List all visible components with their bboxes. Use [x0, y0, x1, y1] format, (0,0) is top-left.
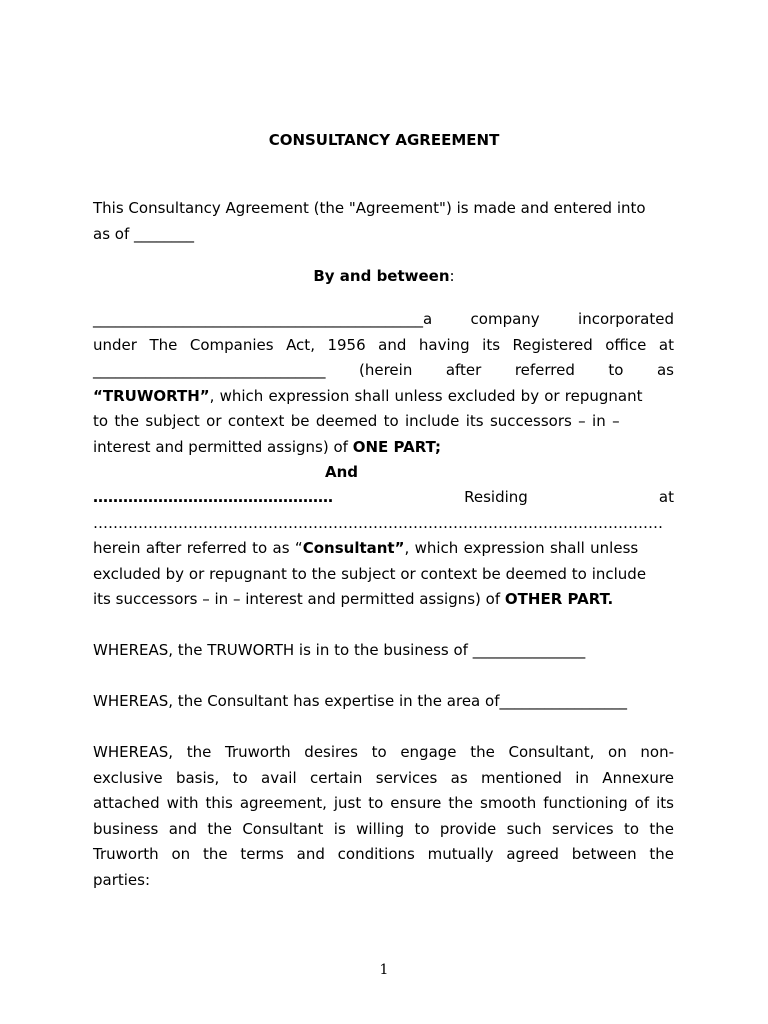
- first-party-line-2-text: under The Companies Act, 1956 and having its Registered office at: [93, 335, 674, 354]
- whereas-business-paragraph: [93, 638, 674, 664]
- second-party-line-5: [93, 587, 674, 613]
- whereas-engagement-paragraph: [93, 740, 674, 893]
- second-party-line-1: [93, 485, 674, 511]
- second-party-line-5-text: its successors – in – interest and permitted assigns) of: [93, 590, 505, 608]
- whereas-engagement-line: Truworth on the terms and conditions mutually agreed between the: [93, 845, 674, 863]
- first-party-word: as: [656, 361, 674, 379]
- second-party-paragraph: [93, 485, 674, 613]
- second-party-line-3: [93, 536, 674, 562]
- whereas-engagement-line: attached with this agreement, just to ensure the smooth functioning of its: [93, 794, 674, 812]
- first-party-word: company: [470, 310, 540, 328]
- second-party-line-3-text: herein after referred to as “: [93, 539, 303, 557]
- first-party-word: (herein: [359, 361, 413, 379]
- first-party-line-3: [93, 358, 674, 384]
- consultant-term: Consultant”: [302, 539, 405, 557]
- first-party-office-blank: _______________________________: [93, 361, 326, 379]
- one-part-term: ONE PART;: [352, 437, 441, 456]
- intro-paragraph: [93, 196, 674, 247]
- first-party-line-6: [93, 435, 674, 461]
- whereas-engagement-line: exclusive basis, to avail certain services as mentioned in Annexure: [93, 768, 674, 787]
- first-party-line-5: [93, 409, 674, 435]
- first-party-word: incorporated: [578, 310, 674, 328]
- first-party-name-blank: ____________________________________________: [93, 310, 423, 328]
- first-party-word: to: [608, 361, 624, 379]
- first-party-line-4: [93, 384, 674, 410]
- whereas-expertise-text: WHEREAS, the Consultant has expertise in the area of_________________: [93, 692, 627, 710]
- first-party-word: a: [423, 310, 433, 328]
- and-separator: [0, 460, 683, 486]
- first-party-word: referred: [514, 361, 575, 379]
- truworth-term: “TRUWORTH”: [93, 386, 210, 405]
- second-party-address-blank: ……………………………………………………………………………………………………: [93, 513, 663, 532]
- whereas-engagement-line: business and the Consultant is willing to provide such services to the: [93, 819, 674, 838]
- first-party-line-1: [93, 307, 674, 333]
- other-part-term: OTHER PART.: [504, 590, 614, 608]
- second-party-line-3-rest: , which expression shall unless: [404, 539, 639, 557]
- second-party-line-4: [93, 562, 674, 588]
- intro-line-2: as of ________: [93, 224, 195, 243]
- first-party-line-4-text: , which expression shall unless excluded by or repugnant: [209, 386, 643, 405]
- and-label: And: [324, 463, 359, 481]
- whereas-engagement-last-line: parties:: [93, 870, 151, 889]
- document-title: CONSULTANCY AGREEMENT: [268, 131, 500, 149]
- first-party-word: after: [445, 361, 482, 379]
- by-and-between-label: By and between: [313, 267, 450, 285]
- page-number: 1: [379, 962, 389, 978]
- first-party-line-6-text: interest and permitted assigns) of: [93, 437, 353, 456]
- consultant-name-blank: …………………………………………: [93, 488, 333, 506]
- residing-word: Residing: [464, 488, 528, 506]
- whereas-expertise-paragraph: [93, 689, 674, 715]
- second-party-line-4-text: excluded by or repugnant to the subject or context be deemed to include: [93, 564, 647, 583]
- whereas-engagement-line: WHEREAS, the Truworth desires to engage the Consultant, on non-: [93, 743, 674, 761]
- at-word: at: [658, 488, 674, 506]
- first-party-line-2: [93, 333, 674, 359]
- by-and-between-colon: :: [449, 267, 455, 285]
- first-party-paragraph: [93, 307, 674, 460]
- first-party-line-5-text: to the subject or context be deemed to include its successors – in –: [93, 412, 620, 430]
- whereas-business-text: WHEREAS, the TRUWORTH is in to the business of _______________: [93, 641, 586, 659]
- intro-line-1: This Consultancy Agreement (the "Agreement") is made and entered into: [93, 199, 646, 217]
- by-and-between-heading: [0, 264, 768, 290]
